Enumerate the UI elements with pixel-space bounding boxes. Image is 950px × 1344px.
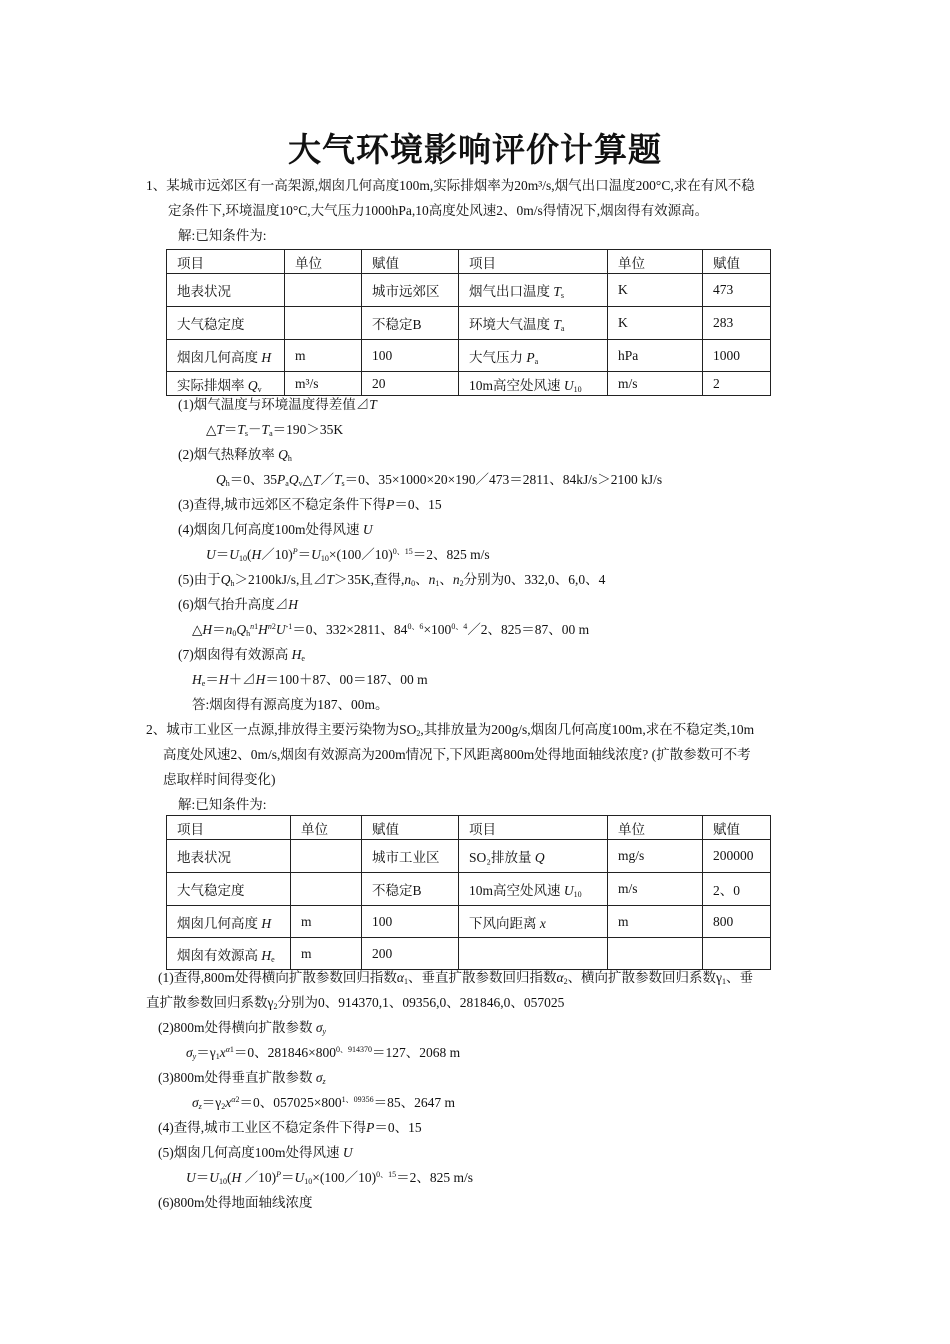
p1-formula-1: $\triangle T=T_s-T_a=190>35K$ bbox=[206, 422, 344, 438]
header-cell: 赋值 bbox=[362, 816, 459, 840]
table-row bbox=[167, 372, 771, 396]
table-cell: SO₂排放量 Q bbox=[459, 840, 608, 873]
table-cell: 烟囱几何高度 H bbox=[167, 906, 291, 938]
header-cell: 项目 bbox=[459, 250, 608, 274]
table-cell: 1000 bbox=[703, 340, 771, 372]
table-cell bbox=[285, 307, 362, 340]
table-cell: 2 bbox=[703, 372, 771, 396]
table-cell: 283 bbox=[703, 307, 771, 340]
table-cell: 大气压力 $P_a$ bbox=[459, 340, 608, 372]
p1-step-6: (6)烟气抬升高度⊿H bbox=[178, 597, 298, 612]
table-cell: m/s bbox=[608, 873, 703, 906]
problem-1-known-table bbox=[166, 249, 771, 396]
p1-step-2: (2)烟气热释放率 $Q_h$ bbox=[178, 447, 292, 463]
table-cell: 473 bbox=[703, 274, 771, 307]
header-cell: 项目 bbox=[167, 250, 285, 274]
table-cell: 不稳定B bbox=[362, 307, 459, 340]
p2-formula-5: $U=U_{10}(H$ $/10)^P=U_{10}\times(100/10)^{0、15}=2$、825 m/s bbox=[186, 1170, 474, 1186]
table-row bbox=[167, 873, 771, 906]
table-cell: 800 bbox=[703, 906, 771, 938]
table-cell: 100 bbox=[362, 906, 459, 938]
problem-2-known-table bbox=[166, 815, 771, 970]
problem-2-text-cont: 高度处风速2、0m/s,烟囱有效源高为200m情况下,下风距离800m处得地面轴线浓度? (扩散参数可不考 bbox=[163, 747, 751, 762]
table-cell: 烟囱几何高度 H bbox=[167, 340, 285, 372]
header-cell: 项目 bbox=[167, 816, 291, 840]
table-cell: m/s bbox=[608, 372, 703, 396]
table-cell: K bbox=[608, 274, 703, 307]
table-cell: 100 bbox=[362, 340, 459, 372]
header-cell: 单位 bbox=[608, 250, 703, 274]
table-cell: 不稳定B bbox=[362, 873, 459, 906]
problem-2-text: 2、城市工业区一点源,排放得主要污染物为$SO_2$,其排放量为200g/s,烟囱几何高度100m,求在不稳定类,10m bbox=[146, 722, 755, 738]
problem-1-text: 1、某城市远郊区有一高架源,烟囱几何高度100m,实际排烟率为20m³/s,烟气出口温度200°C,求在有风不稳 bbox=[146, 178, 755, 193]
table-cell bbox=[291, 873, 362, 906]
table-cell: m bbox=[608, 906, 703, 938]
p1-formula-6: $\triangle H=n_0Q_h^{n1}H^{n2}U^{-1}=0$、332×2811、$84^{0、6}\times 100^{0、4}/2$、825＝87、00 m bbox=[192, 622, 590, 638]
header-cell: 赋值 bbox=[703, 816, 771, 840]
p2-step-4: (4)查得,城市工业区不稳定条件下得P＝0、15 bbox=[158, 1120, 422, 1135]
table-cell: 10m高空处风速 $U_{10}$ bbox=[459, 372, 608, 396]
p2-step-1-cont: 直扩散参数回归系数$\gamma_2$分别为0、914370,1、09356,0、281846,0、057025 bbox=[146, 995, 565, 1011]
table-cell: 地表状况 bbox=[167, 274, 285, 307]
header-cell: 单位 bbox=[291, 816, 362, 840]
table-cell: 2、0 bbox=[703, 873, 771, 906]
table-row bbox=[167, 274, 771, 307]
problem-2-known-label: 解:已知条件为: bbox=[178, 797, 267, 812]
table-cell: hPa bbox=[608, 340, 703, 372]
table-cell: K bbox=[608, 307, 703, 340]
table-cell: 200000 bbox=[703, 840, 771, 873]
p2-step-2: (2)800m处得横向扩散参数 $\sigma_y$ bbox=[158, 1020, 327, 1036]
p2-step-6: (6)800m处得地面轴线浓度 bbox=[158, 1195, 313, 1210]
problem-1-known-label: 解:已知条件为: bbox=[178, 228, 267, 243]
p1-step-4: (4)烟囱几何高度100m处得风速 U bbox=[178, 522, 373, 537]
table-row bbox=[167, 906, 771, 938]
table-cell: 环境大气温度 $T_a$ bbox=[459, 307, 608, 340]
header-cell: 单位 bbox=[285, 250, 362, 274]
table-cell: m bbox=[285, 340, 362, 372]
table-cell bbox=[703, 938, 771, 970]
header-cell: 赋值 bbox=[703, 250, 771, 274]
table-header-row bbox=[167, 816, 771, 840]
header-cell: 赋值 bbox=[362, 250, 459, 274]
p2-step-5: (5)烟囱几何高度100m处得风速 U bbox=[158, 1145, 353, 1160]
table-cell: m bbox=[291, 938, 362, 970]
table-cell: 200 bbox=[362, 938, 459, 970]
header-cell: 单位 bbox=[608, 816, 703, 840]
table-cell: 烟囱有效源高 $H_e$ bbox=[167, 938, 291, 970]
p1-formula-2: $Q_h=0$、$35P_aQ_v\triangle T/T_s=0$、35×1000×20×190／473＝2811、84kJ/s＞2100 kJ/s bbox=[216, 472, 663, 488]
table-cell bbox=[285, 274, 362, 307]
p2-step-3: (3)800m处得垂直扩散参数 $\sigma_z$ bbox=[158, 1070, 326, 1086]
table-cell: mg/s bbox=[608, 840, 703, 873]
p1-step-3: (3)查得,城市远郊区不稳定条件下得P＝0、15 bbox=[178, 497, 442, 512]
problem-1-text-cont: 定条件下,环境温度10°C,大气压力1000hPa,10高度处风速2、0m/s得情况下,烟囱得有效源高。 bbox=[168, 203, 709, 218]
table-cell: 20 bbox=[362, 372, 459, 396]
problem-2-text-cont2: 虑取样时间得变化) bbox=[163, 772, 276, 787]
p2-step-1: (1)查得,800m处得横向扩散参数回归指数$\alpha_1$、垂直扩散参数回归指数$\alpha_2$、横向扩散参数回归系数$\gamma_1$、垂 bbox=[158, 970, 754, 986]
page-title: 大气环境影响评价计算题 bbox=[288, 130, 662, 169]
p1-formula-7: $H_e=H+⊿H=100+87$、00＝187、00 m bbox=[192, 672, 428, 688]
header-cell: 项目 bbox=[459, 816, 608, 840]
table-cell: 10m高空处风速 $U_{10}$ bbox=[459, 873, 608, 906]
table-row bbox=[167, 340, 771, 372]
table-cell: 地表状况 bbox=[167, 840, 291, 873]
table-cell bbox=[608, 938, 703, 970]
table-cell: 城市工业区 bbox=[362, 840, 459, 873]
table-cell bbox=[459, 938, 608, 970]
table-cell: 烟气出口温度 $T_s$ bbox=[459, 274, 608, 307]
table-cell: m bbox=[291, 906, 362, 938]
table-row bbox=[167, 938, 771, 970]
table-cell: 城市远郊区 bbox=[362, 274, 459, 307]
p1-step-7: (7)烟囱得有效源高 $H_e$ bbox=[178, 647, 305, 663]
p1-step-1: (1)烟气温度与环境温度得差值⊿T bbox=[178, 397, 377, 412]
p1-formula-4: $U=U_{10}(H/10)^P=U_{10}\times(100/10)^{0、15}=2$、825 m/s bbox=[206, 547, 490, 563]
table-row bbox=[167, 307, 771, 340]
p1-answer: 答:烟囱得有源高度为187、00m。 bbox=[192, 697, 389, 712]
table-row bbox=[167, 840, 771, 873]
table-cell: 实际排烟率 $Q_v$ bbox=[167, 372, 285, 396]
p1-step-5: (5)由于$Q_h>2100kJ/s$,且⊿T＞35K,查得$,n_0$、$n_1$、$n_2$分别为0、332,0、6,0、4 bbox=[178, 572, 606, 588]
table-cell bbox=[291, 840, 362, 873]
table-cell: 下风向距离 x bbox=[459, 906, 608, 938]
table-cell: 大气稳定度 bbox=[167, 307, 285, 340]
table-cell: 大气稳定度 bbox=[167, 873, 291, 906]
p2-formula-2: $\sigma_y=\gamma_1x^{\alpha 1}=0$、$281846\times 800^{0、914370}=127$、2068 m bbox=[186, 1045, 461, 1061]
table-header-row bbox=[167, 250, 771, 274]
table-cell: m³/s bbox=[285, 372, 362, 396]
p2-formula-3: $\sigma_z=\gamma_2x^{\alpha 2}=0$、$057025\times 800^{1、09356}=85$、2647 m bbox=[192, 1095, 455, 1111]
